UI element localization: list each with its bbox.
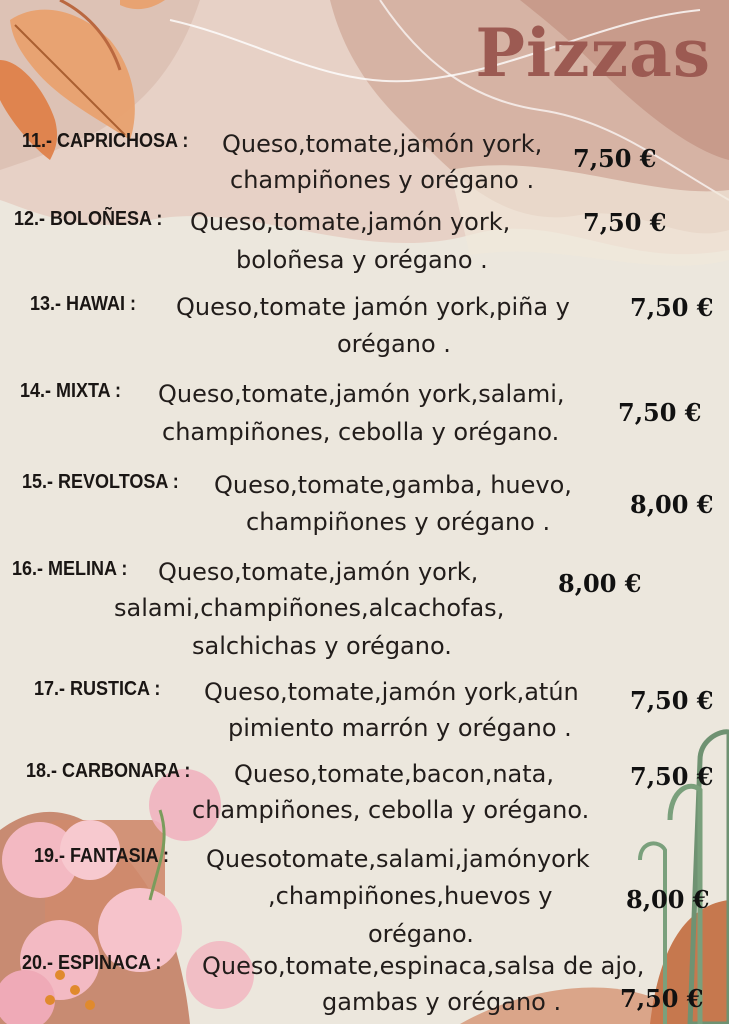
item-price: 7,50 € bbox=[618, 398, 702, 427]
page-title: Pizzas bbox=[475, 14, 711, 92]
item-name: 17.- RUSTICA : bbox=[34, 678, 161, 700]
item-description-line: Queso,tomate,jamón york, bbox=[222, 130, 543, 158]
item-description-line: boloñesa y orégano . bbox=[236, 246, 488, 274]
item-name: 18.- CARBONARA : bbox=[26, 760, 191, 782]
item-description-line: Queso,tomate,jamón york, bbox=[158, 558, 479, 586]
item-description-line: Queso,tomate,jamón york,atún bbox=[204, 678, 579, 706]
item-name: 19.- FANTASIA : bbox=[34, 845, 170, 867]
item-description-line: orégano . bbox=[337, 330, 451, 358]
item-description-line: Queso,tomate jamón york,piña y bbox=[176, 293, 570, 321]
item-name: 20.- ESPINACA : bbox=[22, 952, 162, 974]
item-description-line: Queso,tomate,gamba, huevo, bbox=[214, 471, 572, 499]
item-description-line: salami,champiñones,alcachofas, bbox=[114, 594, 505, 622]
item-description-line: Quesotomate,salami,jamónyork bbox=[206, 845, 590, 873]
item-description-line: champiñones, cebolla y orégano. bbox=[162, 418, 560, 446]
item-price: 7,50 € bbox=[630, 762, 714, 791]
item-description-line: Queso,tomate,espinaca,salsa de ajo, bbox=[202, 952, 645, 980]
item-description-line: champiñones, cebolla y orégano. bbox=[192, 796, 590, 824]
item-description-line: champiñones y orégano . bbox=[246, 508, 551, 536]
item-description-line: champiñones y orégano . bbox=[230, 166, 535, 194]
item-name: 13.- HAWAI : bbox=[30, 293, 137, 315]
item-name: 11.- CAPRICHOSA : bbox=[22, 130, 189, 152]
item-description-line: orégano. bbox=[368, 920, 474, 948]
item-price: 7,50 € bbox=[630, 686, 714, 715]
item-description-line: ,champiñones,huevos y bbox=[268, 882, 553, 910]
item-name: 16.- MELINA : bbox=[12, 558, 128, 580]
item-name: 15.- REVOLTOSA : bbox=[22, 471, 179, 493]
item-price: 7,50 € bbox=[583, 208, 667, 237]
item-price: 7,50 € bbox=[573, 144, 657, 173]
item-price: 8,00 € bbox=[630, 490, 714, 519]
item-name: 12.- BOLOÑESA : bbox=[14, 208, 163, 230]
item-description-line: Queso,tomate,bacon,nata, bbox=[234, 760, 554, 788]
item-price: 8,00 € bbox=[558, 569, 642, 598]
item-description-line: Queso,tomate,jamón york,salami, bbox=[158, 380, 565, 408]
item-description-line: pimiento marrón y orégano . bbox=[228, 714, 572, 742]
item-description-line: gambas y orégano . bbox=[322, 988, 562, 1016]
item-description-line: Queso,tomate,jamón york, bbox=[190, 208, 511, 236]
item-price: 7,50 € bbox=[630, 293, 714, 322]
item-name: 14.- MIXTA : bbox=[20, 380, 122, 402]
item-description-line: salchichas y orégano. bbox=[192, 632, 452, 660]
item-price: 8,00 € bbox=[626, 885, 710, 914]
item-price: 7,50 € bbox=[620, 984, 704, 1013]
